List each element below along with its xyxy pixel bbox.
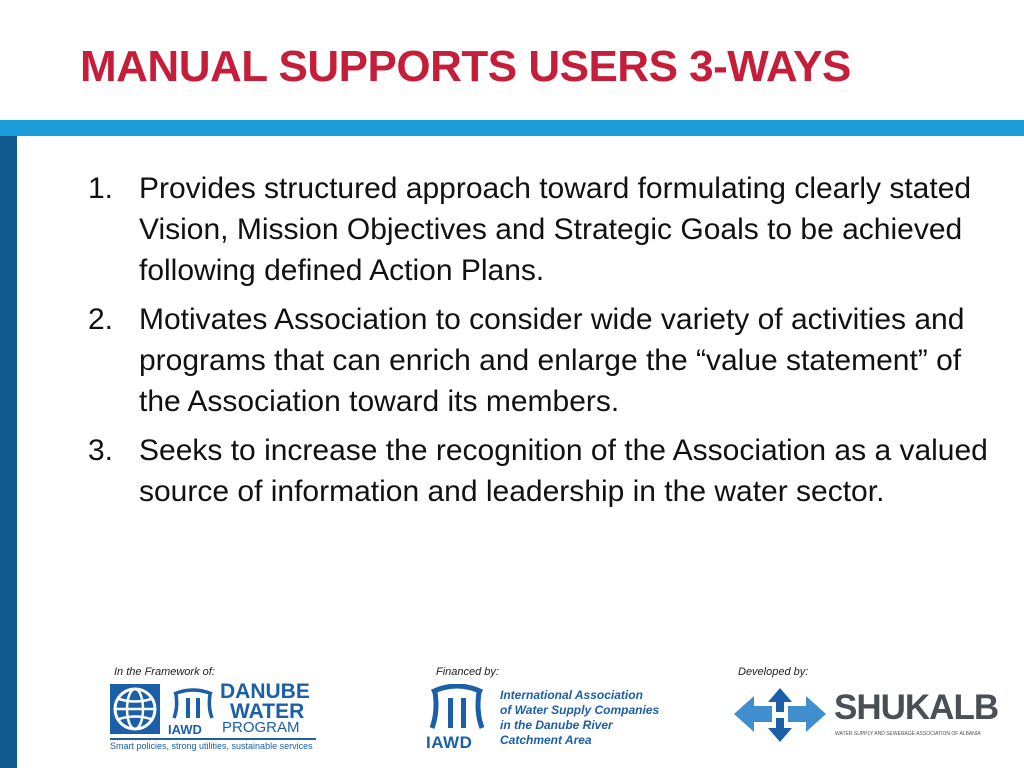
list-item [88,299,988,422]
dwp-tagline: Smart policies, strong utilities, sustainable services [110,741,313,751]
shukalb-tagline: WATER SUPPLY AND SEWERAGE ASSOCIATION OF ALBANIA [835,731,981,737]
iawd-line3: in the Danube River [500,718,613,732]
shukalb-arrows-icon [732,686,828,744]
dwp-line1: DANUBE [220,680,310,703]
iawd-line1: International Association [500,688,643,702]
list-text: Motivates Association to consider wide variety of activities and programs that can enrich and enlarge the “value statement” of the Association toward its members. [139,303,965,418]
iawd-emblem-icon [428,684,486,732]
dwp-iawd-text: IAWD [168,722,202,737]
iawd-wave-icon [170,688,216,722]
header-accent-bar [0,120,1024,136]
financed-label: Financed by: [436,666,499,678]
iawd-acronym: IAWD [426,733,473,752]
slide-title: MANUAL SUPPORTS USERS 3-WAYS [80,42,851,91]
iawd-line2: of Water Supply Companies [500,703,660,717]
list-text: Provides structured approach toward formulating clearly stated Vision, Mission Objectives and Strategic Goals to be achieved following defined Action Plans. [139,172,972,287]
side-accent-bar [0,136,17,768]
list-item [88,168,988,291]
numbered-list [88,168,988,520]
dwp-line3: PROGRAM [222,719,300,736]
developed-label: Developed by: [738,666,809,678]
shukalb-name: SHUKALB [834,688,999,727]
list-number: 3. [88,434,114,467]
list-number: 1. [88,172,114,205]
iawd-logo [424,684,674,754]
shukalb-logo [732,684,999,754]
danube-water-program-logo [110,680,320,754]
list-text: Seeks to increase the recognition of the Association as a valued source of information and leadership in the water sector. [139,434,988,508]
list-number: 2. [88,303,114,336]
dwp-divider [110,738,316,740]
dwp-line2: WATER [230,700,305,723]
world-bank-globe-icon [110,684,160,734]
iawd-line4: Catchment Area [500,733,592,747]
list-item [88,430,988,512]
framework-label: In the Framework of: [114,666,215,678]
